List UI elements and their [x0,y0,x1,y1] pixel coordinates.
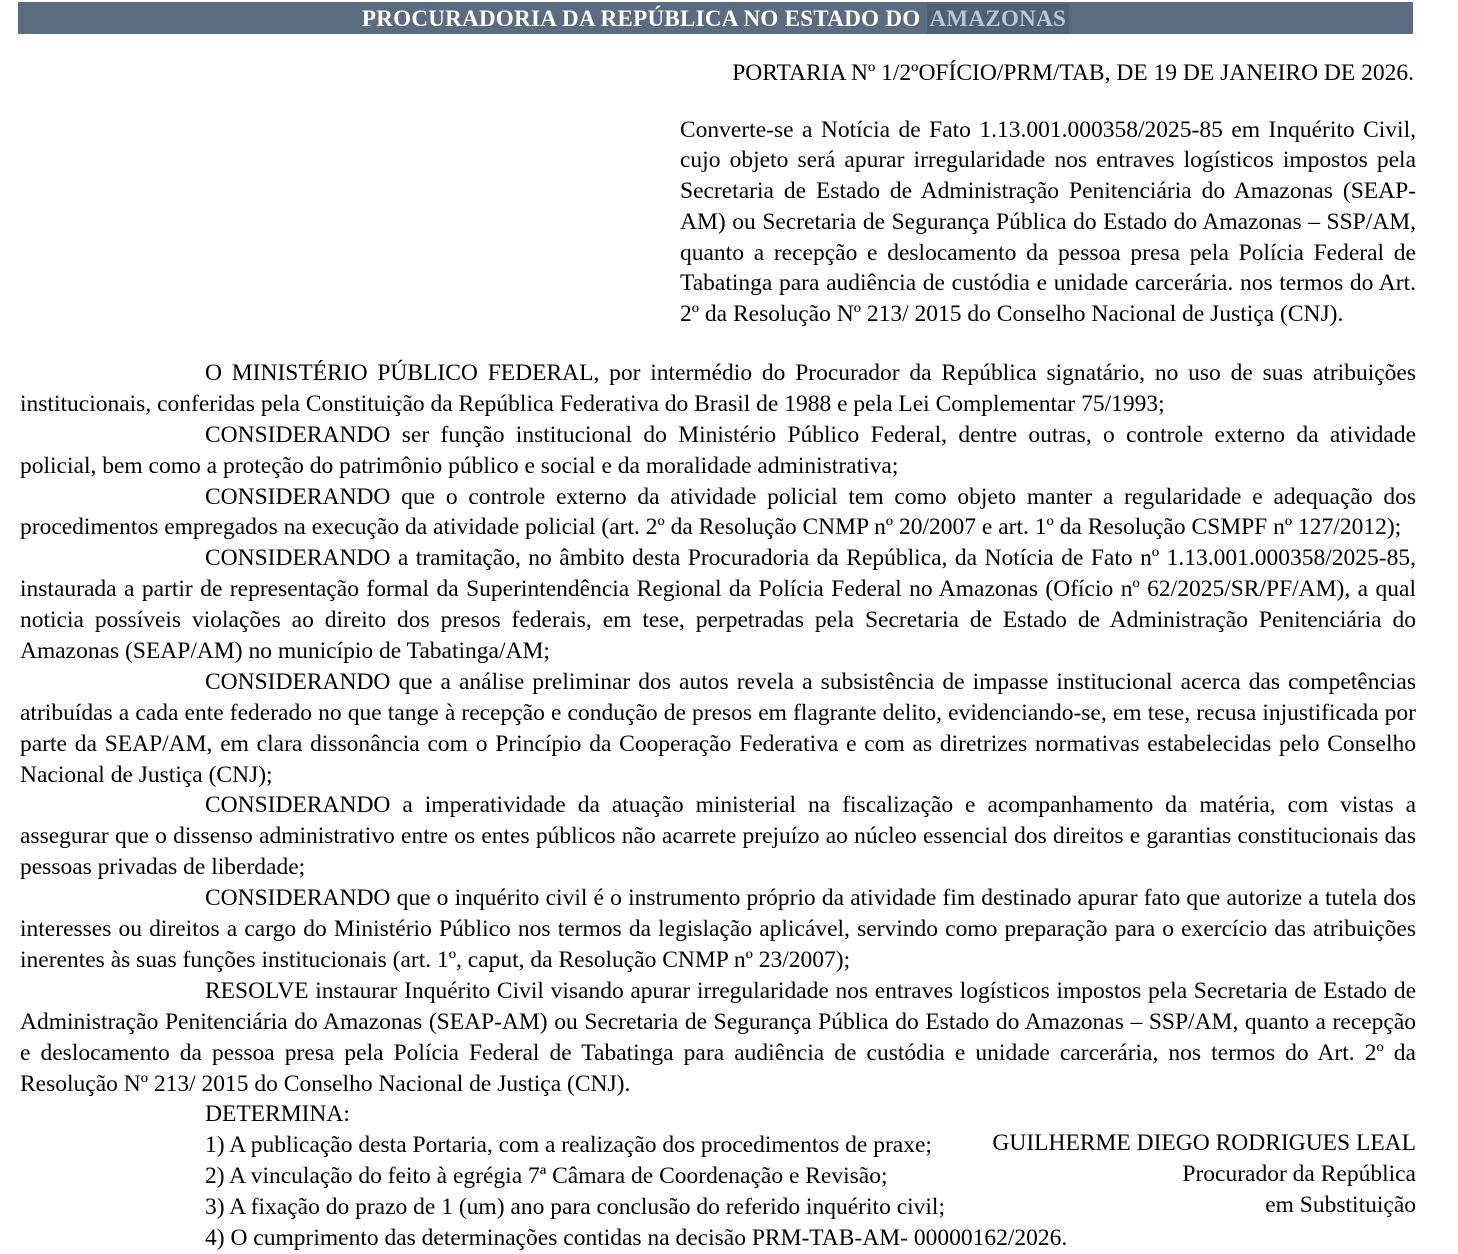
header-title-highlight: AMAZONAS [927,4,1070,34]
signatory-role: Procurador da República [1182,1161,1416,1188]
determina-item-3: 3) A fixação do prazo de 1 (um) ano para conclusão do referido inquérito civil; [205,1194,945,1221]
paragraph-considerando-2: CONSIDERANDO que o controle externo da atividade policial tem como objeto manter a regularidade e adequação dos procedimentos empregados na execução da atividade policial (art. 2º da Resolução CNMP nº 20/2007 e art. 1º da Resolução CSMPF nº 127/2012); [20,483,1416,541]
portaria-ementa: Converte-se a Notícia de Fato 1.13.001.000358/2025-85 em Inquérito Civil, cujo objeto será apurar irregularidade nos entraves logísticos impostos pela Secretaria de Estado de Administração Penitenciária do Amazonas (SEAP-AM) ou Secretaria de Segurança Pública do Estado do Amazonas – SSP/AM, quanto a recepção e deslocamento da pessoa presa pela Polícia Federal de Tabatinga para audiência de custódia e unidade carcerária. nos termos do Art. 2º da Resolução Nº 213/ 2015 do Conselho Nacional de Justiça (CNJ). [680,116,1416,328]
determina-item-4: 4) O cumprimento das determinações contidas na decisão PRM-TAB-AM- 00000162/2026. [205,1224,1068,1251]
paragraph-considerando-6: CONSIDERANDO que o inquérito civil é o instrumento próprio da atividade fim destinado apurar fato que autorize a tutela dos interesses ou direitos a cargo do Ministério Público nos termos da legislação aplicável, servindo como preparação para o exercício das atribuições inerentes às suas funções institucionais (art. 1º, caput, da Resolução CNMP nº 23/2007); [20,885,1416,973]
paragraph-considerando-4: CONSIDERANDO que a análise preliminar dos autos revela a subsistência de impasse institucional acerca das competências atribuídas a cada ente federado no que tange à recepção e condução de presos em flagrante delito, evidenciando-se, em tese, recusa injustificada por parte da SEAP/AM, em clara dissonância com o Princípio da Cooperação Federativa e com as diretrizes normativas estabelecidas pelo Conselho Nacional de Justiça (CNJ); [20,668,1416,788]
paragraph-considerando-1: CONSIDERANDO ser função institucional do Ministério Público Federal, dentre outras, o controle externo da atividade policial, bem como a proteção do patrimônio público e social e da moralidade administrativa; [20,421,1416,479]
document-body [20,40,1416,1254]
paragraph-considerando-3: CONSIDERANDO a tramitação, no âmbito desta Procuradoria da República, da Notícia de Fato nº 1.13.001.000358/2025-85, instaurada a partir de representação formal da Superintendência Regional da Polícia Federal no Amazonas (Ofício nº 62/2025/SR/PF/AM), a qual noticia possíveis violações ao direito dos presos federais, em tese, perpetradas pela Secretaria de Estado de Administração Penitenciária do Amazonas (SEAP/AM) no município de Tabatinga/AM; [20,545,1416,665]
signatory-role-suffix: em Substituição [1265,1192,1416,1219]
determina-label: DETERMINA: [205,1101,350,1128]
portaria-title: PORTARIA Nº 1/2ºOFÍCIO/PRM/TAB, DE 19 DE JANEIRO DE 2026. [732,60,1414,86]
signatory-name: GUILHERME DIEGO RODRIGUES LEAL [992,1130,1416,1156]
determina-item-1: 1) A publicação desta Portaria, com a realização dos procedimentos de praxe; [205,1132,932,1159]
paragraph-considerando-5: CONSIDERANDO a imperatividade da atuação ministerial na fiscalização e acompanhamento da matéria, com vistas a assegurar que o dissenso administrativo entre os entes públicos não acarrete prejuízo ao núcleo essencial dos direitos e garantias constitucionais das pessoas privadas de liberdade; [20,792,1416,881]
signature-block [992,1128,1416,1221]
paragraph-preamble: O MINISTÉRIO PÚBLICO FEDERAL, por intermédio do Procurador da República signatário, no uso de suas atribuições institucionais, conferidas pela Constituição da República Federativa do Brasil de 1988 e pela Lei Complementar 75/1993; [20,360,1416,417]
header-title-main: PROCURADORIA DA REPÚBLICA NO ESTADO DO [361,5,927,31]
portaria-considerandos [20,358,1416,1254]
paragraph-resolve: RESOLVE instaurar Inquérito Civil visando apurar irregularidade nos entraves logísticos impostos pela Secretaria de Estado de Administração Penitenciária do Amazonas (SEAP-AM) ou Secretaria de Segurança Pública do Estado do Amazonas – SSP/AM, quanto a recepção e deslocamento da pessoa presa pela Polícia Federal de Tabatinga para audiência de custódia e unidade carcerária, nos termos do Art. 2º da Resolução Nº 213/ 2015 do Conselho Nacional de Justiça (CNJ). [20,977,1416,1097]
page-header-bar [18,2,1413,34]
determina-item-2: 2) A vinculação do feito à egrégia 7ª Câmara de Coordenação e Revisão; [205,1163,888,1190]
page-header-title [362,7,1069,30]
